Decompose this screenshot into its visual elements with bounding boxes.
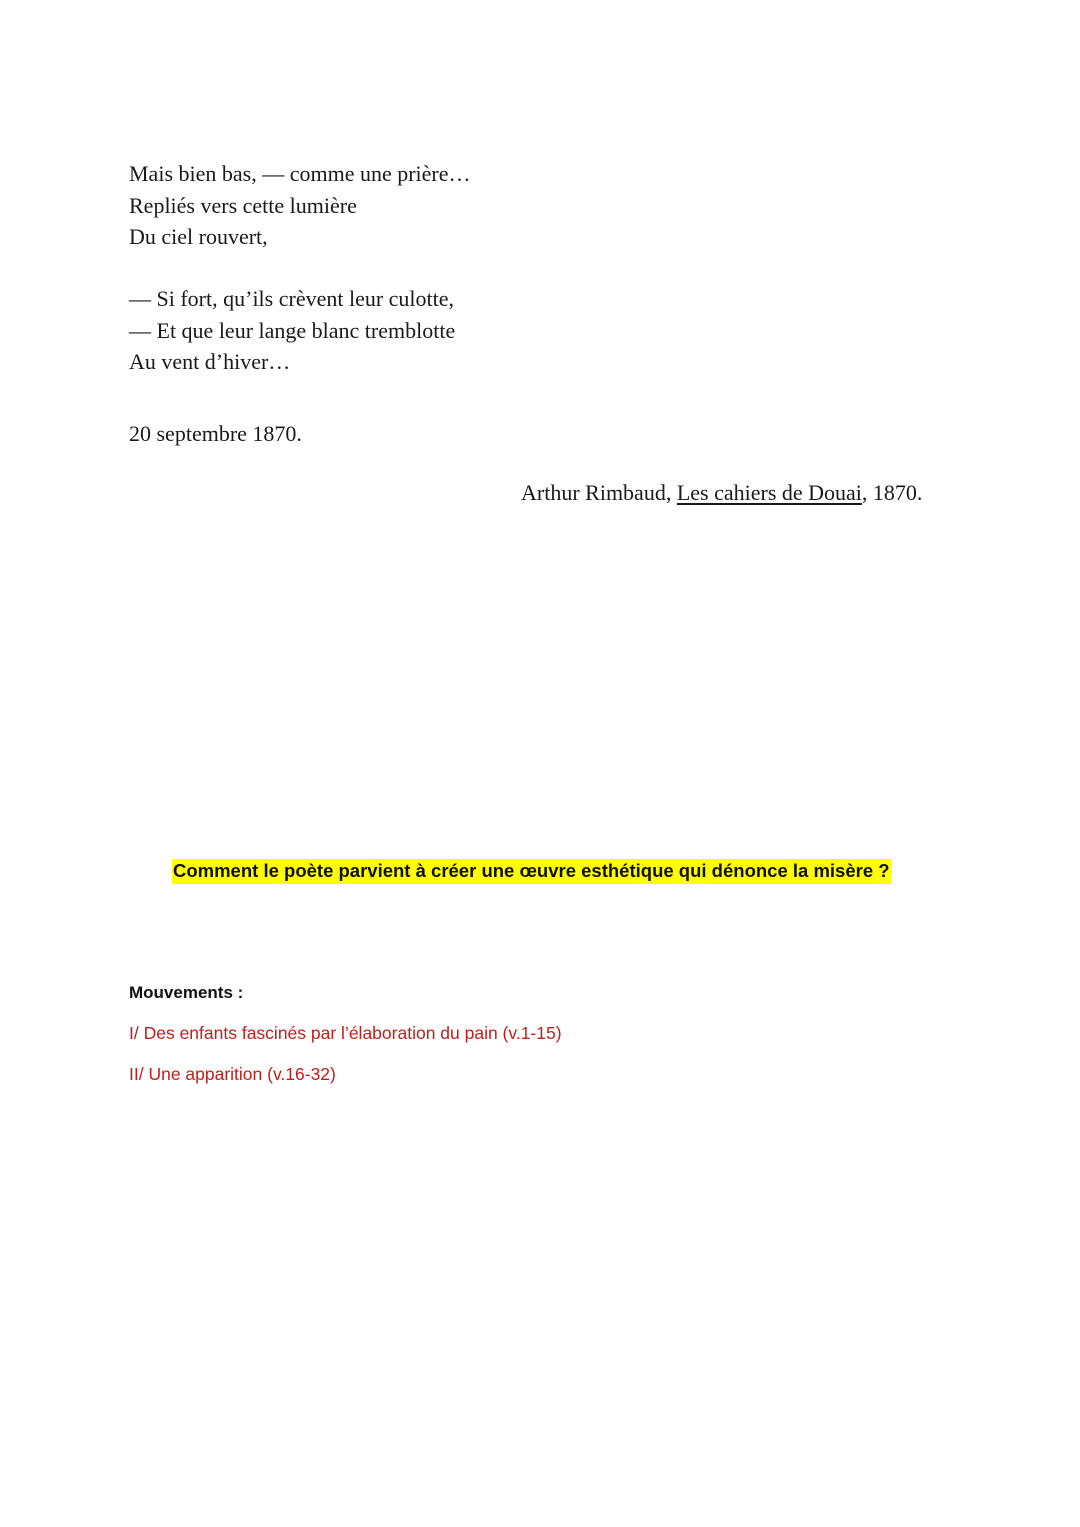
attribution-work-title: Les cahiers de Douai [676, 480, 862, 505]
poem-stanza-2 [129, 283, 455, 378]
poem-line: Mais bien bas, — comme une prière… [129, 161, 471, 186]
problematique-question: Comment le poète parvient à créer une œuvre esthétique qui dénonce la misère ? [172, 859, 891, 884]
poem-line: — Et que leur lange blanc tremblotte [129, 317, 456, 343]
poem-line: Au vent d’hiver… [129, 349, 291, 374]
attribution-author: Arthur Rimbaud, [521, 480, 677, 505]
movements-title: Mouvements : [129, 983, 244, 1002]
attribution-year: , 1870. [861, 480, 923, 505]
poem-line: — Si fort, qu’ils crèvent leur culotte, [129, 286, 455, 311]
poem-line: Repliés vers cette lumière [129, 192, 357, 218]
poem-date: 20 septembre 1870. [129, 421, 302, 446]
poem-stanza-1 [129, 158, 471, 253]
movement-item-1: I/ Des enfants fascinés par l’élaboration du pain (v.1-15) [129, 1023, 562, 1043]
attribution [521, 480, 922, 506]
movement-item-2: II/ Une apparition (v.16-32) [129, 1064, 336, 1084]
poem-line: Du ciel rouvert, [129, 224, 268, 249]
